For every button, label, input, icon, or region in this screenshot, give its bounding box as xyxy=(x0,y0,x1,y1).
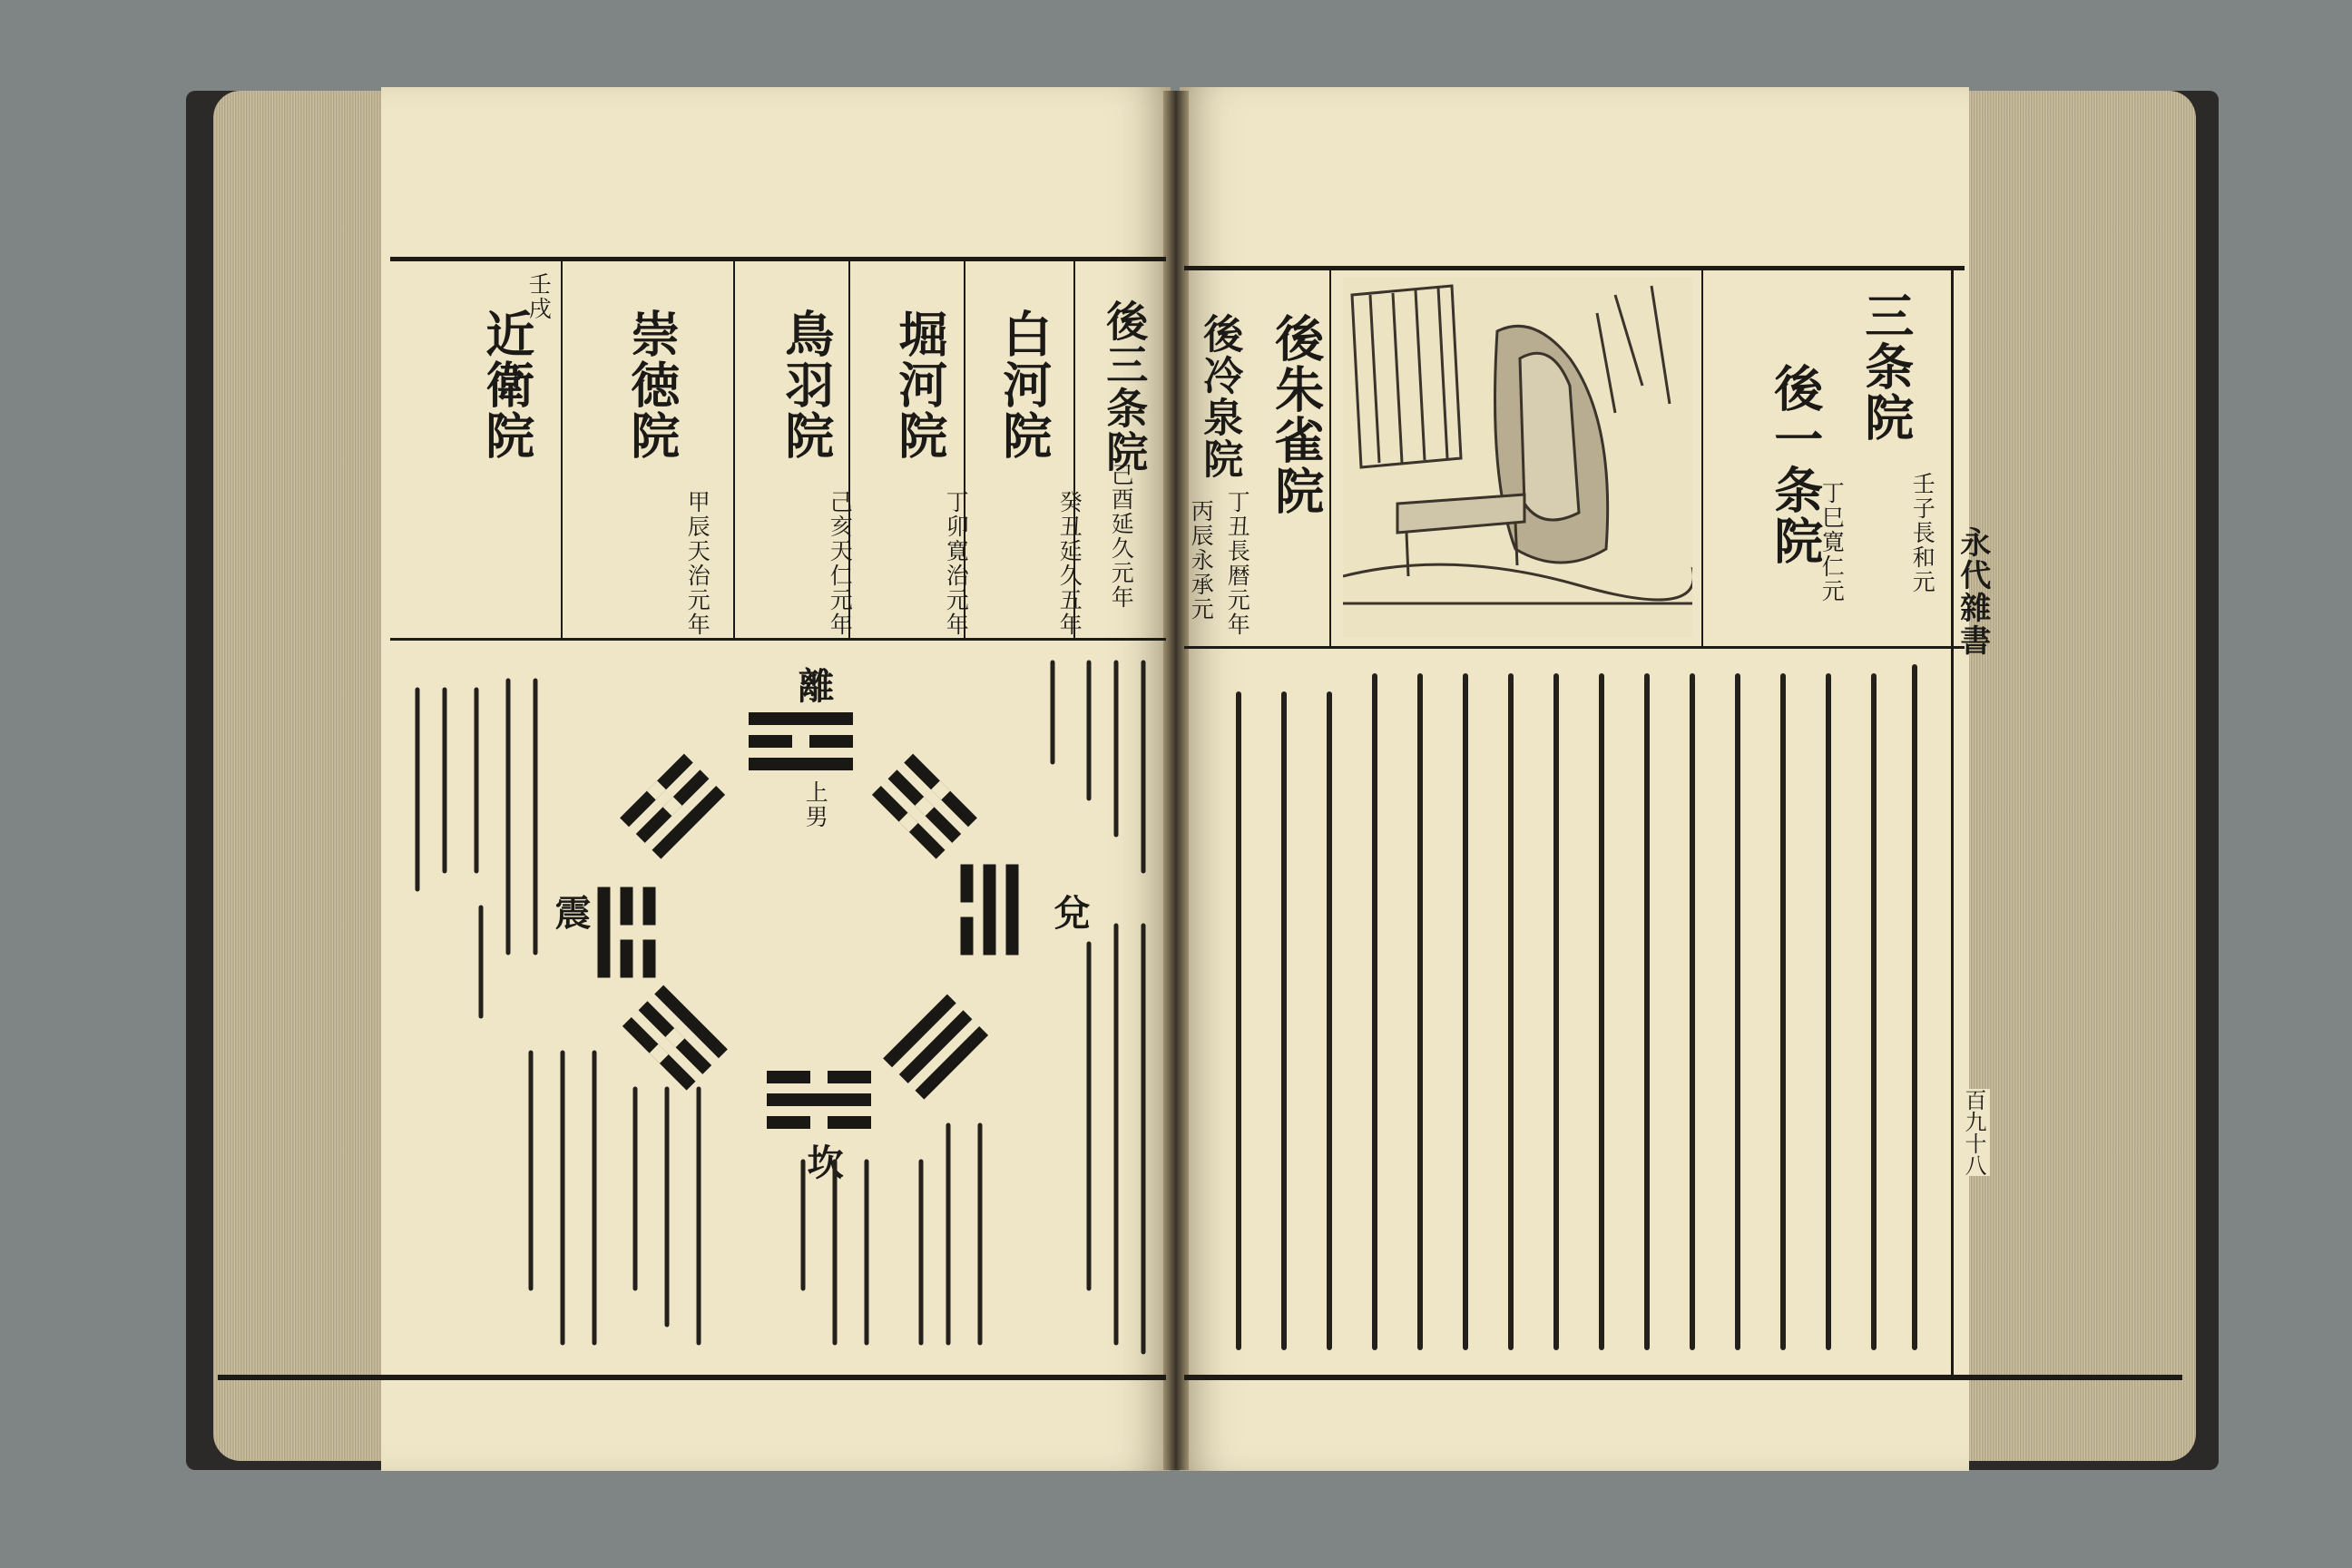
reign-note: 丁丑長暦元年 xyxy=(1224,490,1251,637)
reign-name: 後朱雀院 xyxy=(1267,313,1326,516)
right-outer-rule xyxy=(1951,266,1954,1377)
left-page-edges xyxy=(213,91,395,1461)
reign-note: 甲辰天治元年 xyxy=(684,490,711,637)
reign-note: 癸丑延久五年 xyxy=(1056,490,1083,637)
trigram-label-top: 離 xyxy=(792,667,835,703)
page-number: 百九十八 xyxy=(1958,1089,1990,1176)
divider xyxy=(1329,266,1331,647)
reign-name: 崇徳院 xyxy=(622,309,681,461)
trigram-label-bottom: 坎 xyxy=(801,1143,844,1180)
reign-note: 己酉延久元年 xyxy=(1108,463,1135,610)
reign-name: 堀河院 xyxy=(890,309,949,461)
right-top-rule xyxy=(1184,266,1965,270)
court-lady-illustration xyxy=(1343,277,1692,638)
reign-name: 鳥羽院 xyxy=(777,309,836,461)
reign-note: 丙辰永承元 xyxy=(1188,499,1215,622)
reign-note: 丁巳寛仁元 xyxy=(1818,481,1846,603)
right-bottom-rule xyxy=(1184,1375,2182,1380)
left-bottom-rule xyxy=(218,1375,1166,1380)
trigram-label-right: 兌 xyxy=(1048,894,1091,930)
left-section-rule xyxy=(390,638,1166,641)
trigram-sublabel-top: 上男 xyxy=(802,780,829,829)
reign-name: 後冷泉院 xyxy=(1196,313,1243,480)
reign-name: 三条院 xyxy=(1857,290,1916,443)
reign-name: 後一条院 xyxy=(1766,363,1825,566)
left-top-rule xyxy=(390,257,1166,261)
reign-name: 近衛院 xyxy=(477,309,536,461)
right-page-edges xyxy=(1960,91,2196,1461)
reign-note: 丁卯寛治元年 xyxy=(943,490,970,637)
reign-note: 壬戌 xyxy=(525,272,553,321)
reign-note: 己亥天仁元年 xyxy=(827,490,854,637)
divider xyxy=(1701,266,1703,647)
reign-name: 白河院 xyxy=(995,309,1054,461)
right-section-rule xyxy=(1184,646,1965,649)
divider xyxy=(733,257,735,638)
trigram-label-left: 震 xyxy=(549,894,592,930)
reign-note: 壬子長和元 xyxy=(1909,472,1936,594)
divider xyxy=(561,257,563,638)
book-gutter xyxy=(1163,91,1189,1470)
left-page-text-block xyxy=(399,653,1161,1370)
margin-title: 永代雜書 xyxy=(1954,526,1991,657)
reign-name: 後三条院 xyxy=(1100,299,1150,474)
right-page-text-block xyxy=(1189,658,1951,1375)
